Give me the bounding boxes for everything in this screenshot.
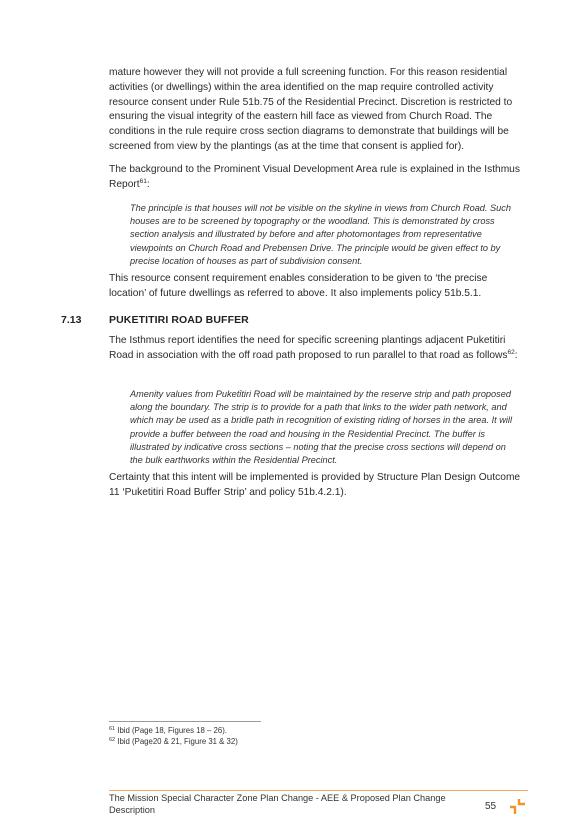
footnote-text: Ibid (Page20 & 21, Figure 31 & 32) <box>117 737 238 746</box>
footnote-marker: 62 <box>109 737 116 743</box>
paragraph-controlled-activity: mature however they will not provide a full screening function. For this reason residential activities (or dwellings) within the area identified on the map require controlled activity resource consent under Rule 51b.75 of the Residential Precinct. Discretion is restricted to ensuring the visual integrity of the eastern hill face as viewed from Church Road. The conditions in the rule require cross section diagrams to demonstrate that buildings will be screened from view by the plantings (as at the time that consent is applied for). <box>109 67 513 152</box>
footer-document-title: The Mission Special Character Zone Plan Change - AEE & Proposed Plan Change Description <box>109 793 446 815</box>
footnote-marker: 61 <box>109 726 116 732</box>
quote-amenity-values: Amenity values from Puketītiri Road will be maintained by the reserve strip and path proposed along the boundary. The strip is to provide for a path that links to the wider path network, and which may be used as a bridle path in recognition of existing riding of horses in the area. It will provide a buffer between the road and housing in the Residential Precinct. The buffer is illustrated by indicative cross sections – noting that the precise cross sections will depend on the bulk earthworks within the Residential Precinct. <box>130 389 512 466</box>
paragraph-certainty: Certainty that this intent will be implemented is provided by Structure Plan Design Outcome 11 ‘Puketitiri Road Buffer Strip’ and policy 51b.4.2.1). <box>109 472 521 498</box>
footnote-62 <box>109 737 238 747</box>
footnote-ref-61: 61 <box>139 177 147 185</box>
paragraph-text: The background to the Prominent Visual Development Area rule is explained in the Isthmus Report <box>109 164 520 190</box>
page-number: 55 <box>485 801 497 812</box>
paragraph-text: The Isthmus report identifies the need for specific screening plantings adjacent Puketitiri Road in association with the off road path proposed to run parallel to that road as follows <box>109 335 508 361</box>
footnote-text: Ibid (Page 18, Figures 18 – 26). <box>117 726 227 735</box>
section-number: 7.13 <box>61 314 82 326</box>
paragraph-colon: : <box>514 349 518 361</box>
quote-isthmus-principle: The principle is that houses will not be visible on the skyline in views from Church Road. Such houses are to be screened by topography or the woodland. This is demonstrated by cross section analysis and illustrated by before and after photomontages from representative viewpoints on Church Road and Prebensen Drive. The principle would be given effect to by precise location of houses as part of subdivision consent. <box>130 203 511 266</box>
paragraph-background-intro <box>109 163 524 193</box>
footnote-ref-62: 62 <box>507 348 515 356</box>
footnote-61 <box>109 726 227 736</box>
footer-divider <box>109 790 528 791</box>
paragraph-colon: : <box>146 178 150 190</box>
section-heading: PUKETITIRI ROAD BUFFER <box>109 314 249 326</box>
paragraph-resource-consent: This resource consent requirement enables consideration to be given to ‘the precise location’ of future dwellings as referred to above. It also implements policy 51b.5.1. <box>109 273 488 299</box>
orange-corner-brackets-logo-icon <box>508 797 528 817</box>
footnote-divider <box>109 721 261 722</box>
paragraph-isthmus-report <box>109 334 524 364</box>
